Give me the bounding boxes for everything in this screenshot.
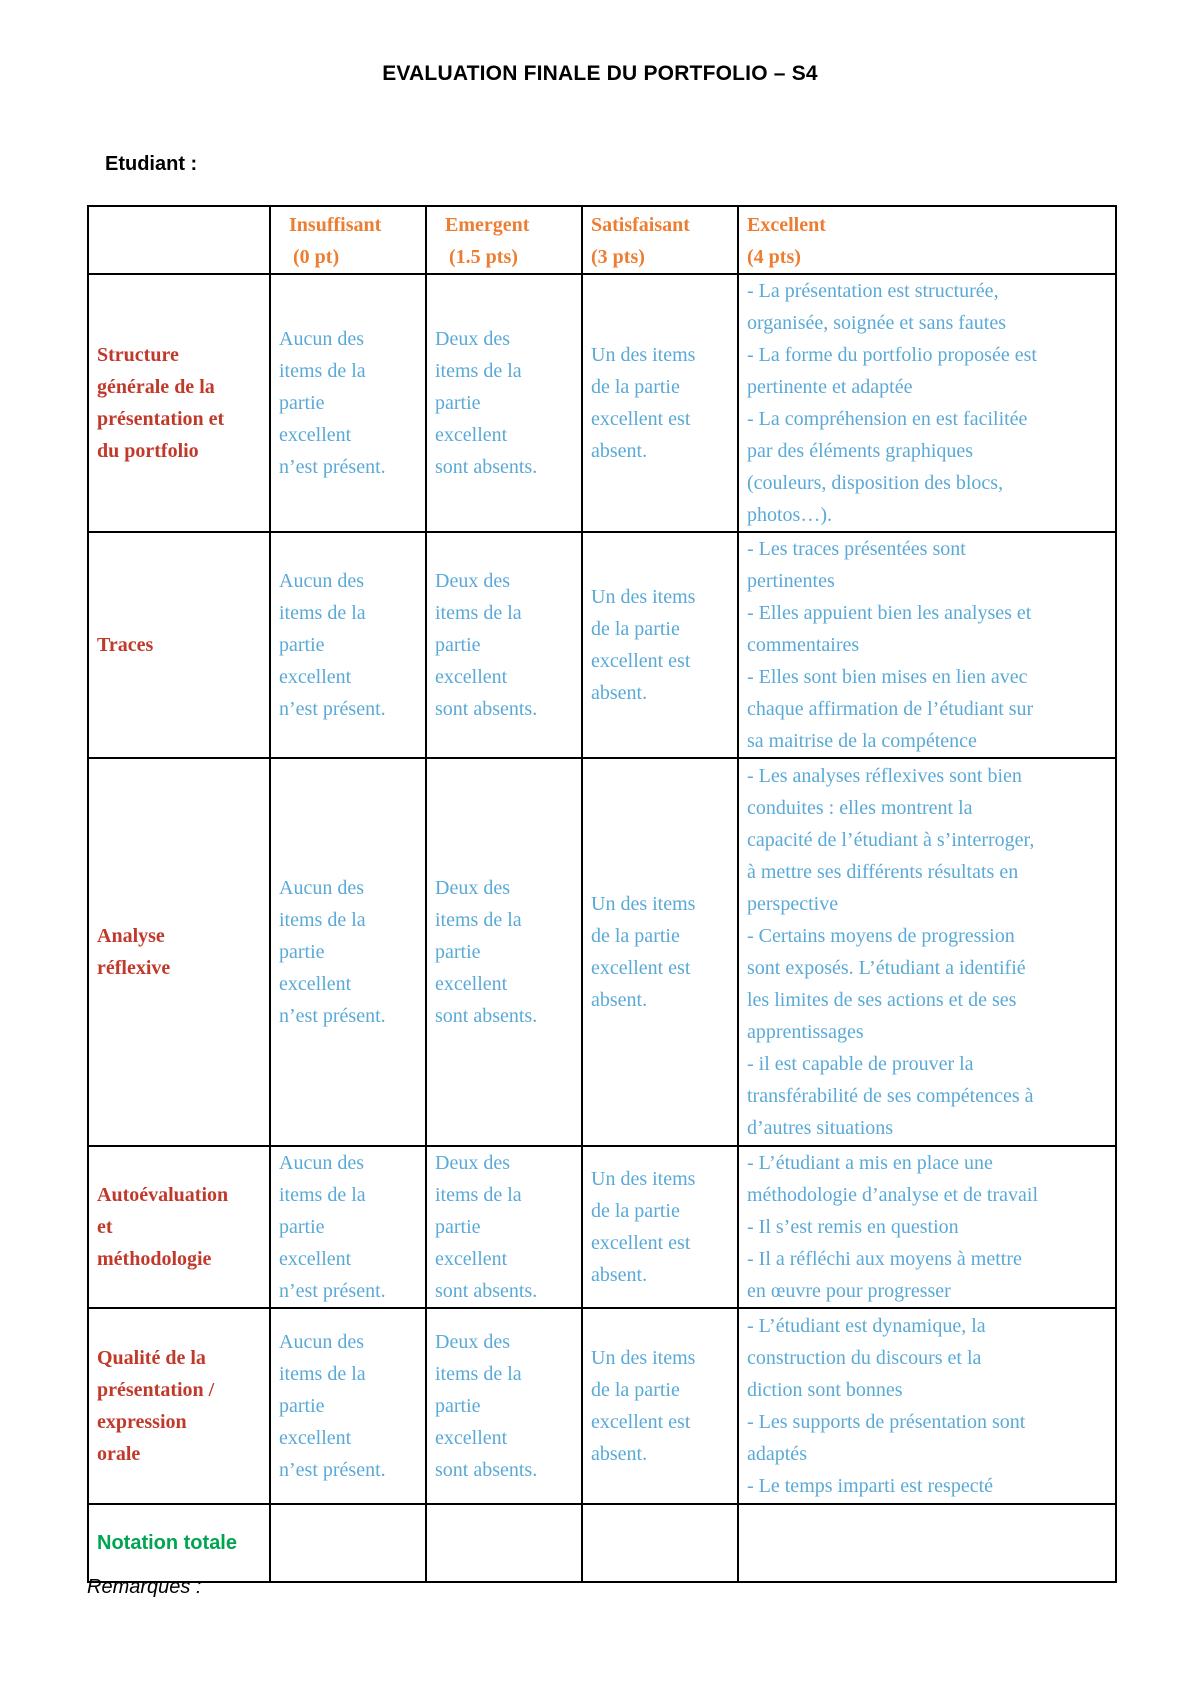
emergent-line: Deux des	[435, 1152, 510, 1174]
rubric-row	[88, 274, 1116, 532]
satisfaisant-line: de la partie	[591, 925, 680, 947]
emergent-line: partie	[435, 634, 481, 656]
insuffisant-line: partie	[279, 941, 325, 963]
satisfaisant-cell	[582, 758, 738, 1146]
excellent-line: - Elles sont bien mises en lien avec	[747, 666, 1028, 688]
excellent-line: construction du discours et la	[747, 1347, 982, 1369]
total-emergent-cell[interactable]	[426, 1504, 582, 1582]
excellent-line: pertinentes	[747, 570, 835, 592]
header-insuffisant-points: (0 pt)	[293, 246, 340, 268]
excellent-line: - Il s’est remis en question	[747, 1216, 959, 1238]
satisfaisant-cell	[582, 532, 738, 758]
emergent-line: sont absents.	[435, 698, 538, 720]
insuffisant-line: partie	[279, 634, 325, 656]
satisfaisant-line: Un des items	[591, 893, 696, 915]
student-label: Etudiant :	[105, 153, 198, 175]
emergent-line: excellent	[435, 424, 508, 446]
excellent-line: commentaires	[747, 634, 860, 656]
satisfaisant-line: de la partie	[591, 618, 680, 640]
excellent-line: - La forme du portfolio proposée est	[747, 344, 1037, 366]
emergent-line: Deux des	[435, 877, 510, 899]
satisfaisant-line: absent.	[591, 682, 648, 704]
emergent-line: excellent	[435, 666, 508, 688]
insuffisant-line: Aucun des	[279, 328, 364, 350]
emergent-cell	[426, 758, 582, 1146]
rubric-row	[88, 758, 1116, 1146]
criterion-cell	[88, 532, 270, 758]
satisfaisant-line: de la partie	[591, 1200, 680, 1222]
emergent-cell	[426, 1308, 582, 1504]
emergent-line: Deux des	[435, 328, 510, 350]
header-excellent-points: (4 pts)	[747, 246, 801, 268]
insuffisant-line: items de la	[279, 1363, 366, 1385]
excellent-line: les limites de ses actions et de ses	[747, 989, 1017, 1011]
emergent-line: Deux des	[435, 1331, 510, 1353]
excellent-line: par des éléments graphiques	[747, 440, 974, 462]
insuffisant-line: excellent	[279, 666, 352, 688]
criterion-cell	[88, 758, 270, 1146]
excellent-line: - Il a réfléchi aux moyens à mettre	[747, 1248, 1022, 1270]
insuffisant-line: n’est présent.	[279, 698, 386, 720]
criterion-line: du portfolio	[97, 440, 199, 462]
criterion-line: présentation /	[97, 1379, 215, 1401]
criterion-line: méthodologie	[97, 1248, 212, 1270]
emergent-line: items de la	[435, 909, 522, 931]
emergent-line: excellent	[435, 973, 508, 995]
emergent-line: items de la	[435, 1363, 522, 1385]
insuffisant-line: excellent	[279, 424, 352, 446]
excellent-line: à mettre ses différents résultats en	[747, 861, 1019, 883]
criterion-cell	[88, 1308, 270, 1504]
excellent-line: photos…).	[747, 504, 832, 526]
insuffisant-line: items de la	[279, 602, 366, 624]
satisfaisant-line: excellent est	[591, 957, 691, 979]
satisfaisant-line: Un des items	[591, 1347, 696, 1369]
insuffisant-line: partie	[279, 392, 325, 414]
satisfaisant-line: excellent est	[591, 408, 691, 430]
emergent-cell	[426, 1146, 582, 1308]
emergent-line: partie	[435, 392, 481, 414]
excellent-line: pertinente et adaptée	[747, 376, 913, 398]
header-emergent	[426, 206, 582, 274]
rubric-row	[88, 532, 1116, 758]
header-corner-cell	[88, 206, 270, 274]
excellent-line: - Le temps imparti est respecté	[747, 1475, 994, 1497]
emergent-line: partie	[435, 1395, 481, 1417]
satisfaisant-line: excellent est	[591, 1411, 691, 1433]
excellent-line: diction sont bonnes	[747, 1379, 903, 1401]
excellent-line: - Certains moyens de progression	[747, 925, 1015, 947]
criterion-line: et	[97, 1216, 113, 1238]
emergent-line: items de la	[435, 602, 522, 624]
header-satisfaisant-name: Satisfaisant	[591, 214, 690, 236]
criterion-line: réflexive	[97, 957, 171, 979]
criterion-cell	[88, 1146, 270, 1308]
satisfaisant-line: absent.	[591, 440, 648, 462]
criterion-line: générale de la	[97, 376, 215, 398]
rubric-row	[88, 1146, 1116, 1308]
criterion-line: orale	[97, 1443, 141, 1465]
document-title: EVALUATION FINALE DU PORTFOLIO – S4	[382, 62, 818, 85]
emergent-line: sont absents.	[435, 1459, 538, 1481]
insuffisant-line: n’est présent.	[279, 456, 386, 478]
satisfaisant-line: absent.	[591, 1443, 648, 1465]
total-row	[88, 1504, 1116, 1582]
insuffisant-line: Aucun des	[279, 570, 364, 592]
excellent-line: d’autres situations	[747, 1117, 894, 1139]
insuffisant-line: excellent	[279, 1427, 352, 1449]
satisfaisant-line: absent.	[591, 1264, 648, 1286]
satisfaisant-line: Un des items	[591, 586, 696, 608]
excellent-line: apprentissages	[747, 1021, 864, 1043]
header-excellent	[738, 206, 1116, 274]
excellent-cell	[738, 1308, 1116, 1504]
criterion-line: Autoévaluation	[97, 1184, 229, 1206]
insuffisant-line: n’est présent.	[279, 1280, 386, 1302]
emergent-line: items de la	[435, 360, 522, 382]
total-satisfaisant-cell[interactable]	[582, 1504, 738, 1582]
header-insuffisant	[270, 206, 426, 274]
insuffisant-line: Aucun des	[279, 877, 364, 899]
excellent-line: - La présentation est structurée,	[747, 280, 999, 302]
emergent-line: sont absents.	[435, 456, 538, 478]
emergent-cell	[426, 274, 582, 532]
criterion-line: Structure	[97, 344, 179, 366]
criterion-line: Traces	[97, 634, 154, 656]
excellent-line: - il est capable de prouver la	[747, 1053, 974, 1075]
emergent-line: excellent	[435, 1427, 508, 1449]
excellent-line: perspective	[747, 893, 839, 915]
criterion-line: expression	[97, 1411, 187, 1433]
insuffisant-line: excellent	[279, 973, 352, 995]
insuffisant-line: items de la	[279, 360, 366, 382]
remarks-label: Remarques :	[87, 1576, 202, 1598]
rubric-row	[88, 1308, 1116, 1504]
total-excellent-cell[interactable]	[738, 1504, 1116, 1582]
excellent-line: (couleurs, disposition des blocs,	[747, 472, 1004, 494]
insuffisant-line: items de la	[279, 909, 366, 931]
excellent-line: méthodologie d’analyse et de travail	[747, 1184, 1039, 1206]
total-label: Notation totale	[88, 1504, 270, 1582]
satisfaisant-cell	[582, 1308, 738, 1504]
excellent-line: - Elles appuient bien les analyses et	[747, 602, 1032, 624]
excellent-line: - L’étudiant est dynamique, la	[747, 1315, 986, 1337]
emergent-line: excellent	[435, 1248, 508, 1270]
header-satisfaisant	[582, 206, 738, 274]
satisfaisant-line: absent.	[591, 989, 648, 1011]
header-excellent-name: Excellent	[747, 214, 826, 236]
excellent-line: - La compréhension en est facilitée	[747, 408, 1028, 430]
emergent-line: partie	[435, 1216, 481, 1238]
insuffisant-line: items de la	[279, 1184, 366, 1206]
insuffisant-cell	[270, 274, 426, 532]
emergent-line: partie	[435, 941, 481, 963]
insuffisant-line: n’est présent.	[279, 1005, 386, 1027]
insuffisant-cell	[270, 1146, 426, 1308]
excellent-cell	[738, 274, 1116, 532]
emergent-line: Deux des	[435, 570, 510, 592]
satisfaisant-line: Un des items	[591, 1168, 696, 1190]
satisfaisant-line: Un des items	[591, 344, 696, 366]
criterion-line: présentation et	[97, 408, 225, 430]
header-insuffisant-name: Insuffisant	[289, 214, 382, 236]
satisfaisant-line: excellent est	[591, 1232, 691, 1254]
insuffisant-line: partie	[279, 1216, 325, 1238]
satisfaisant-cell	[582, 1146, 738, 1308]
excellent-line: organisée, soignée et sans fautes	[747, 312, 1006, 334]
insuffisant-line: partie	[279, 1395, 325, 1417]
insuffisant-cell	[270, 758, 426, 1146]
criterion-line: Qualité de la	[97, 1347, 206, 1369]
emergent-line: sont absents.	[435, 1280, 538, 1302]
excellent-line: sa maitrise de la compétence	[747, 730, 977, 752]
excellent-line: - Les supports de présentation sont	[747, 1411, 1026, 1433]
rubric-table	[87, 205, 1117, 1583]
excellent-line: en œuvre pour progresser	[747, 1280, 951, 1302]
emergent-line: sont absents.	[435, 1005, 538, 1027]
header-emergent-name: Emergent	[445, 214, 530, 236]
excellent-cell	[738, 532, 1116, 758]
excellent-line: - Les traces présentées sont	[747, 538, 966, 560]
excellent-line: chaque affirmation de l’étudiant sur	[747, 698, 1034, 720]
satisfaisant-cell	[582, 274, 738, 532]
satisfaisant-line: excellent est	[591, 650, 691, 672]
excellent-line: conduites : elles montrent la	[747, 797, 973, 819]
excellent-line: transférabilité de ses compétences à	[747, 1085, 1034, 1107]
excellent-line: adaptés	[747, 1443, 807, 1465]
criterion-cell	[88, 274, 270, 532]
header-satisfaisant-points: (3 pts)	[591, 246, 645, 268]
emergent-cell	[426, 532, 582, 758]
total-insuffisant-cell[interactable]	[270, 1504, 426, 1582]
insuffisant-line: Aucun des	[279, 1152, 364, 1174]
excellent-line: - Les analyses réflexives sont bien	[747, 765, 1022, 787]
insuffisant-line: n’est présent.	[279, 1459, 386, 1481]
emergent-line: items de la	[435, 1184, 522, 1206]
excellent-line: - L’étudiant a mis en place une	[747, 1152, 993, 1174]
excellent-cell	[738, 758, 1116, 1146]
satisfaisant-line: de la partie	[591, 376, 680, 398]
criterion-line: Analyse	[97, 925, 165, 947]
excellent-cell	[738, 1146, 1116, 1308]
satisfaisant-line: de la partie	[591, 1379, 680, 1401]
header-emergent-points: (1.5 pts)	[449, 246, 518, 268]
insuffisant-cell	[270, 532, 426, 758]
insuffisant-cell	[270, 1308, 426, 1504]
excellent-line: sont exposés. L’étudiant a identifié	[747, 957, 1026, 979]
header-row	[88, 206, 1116, 274]
excellent-line: capacité de l’étudiant à s’interroger,	[747, 829, 1035, 851]
insuffisant-line: excellent	[279, 1248, 352, 1270]
insuffisant-line: Aucun des	[279, 1331, 364, 1353]
